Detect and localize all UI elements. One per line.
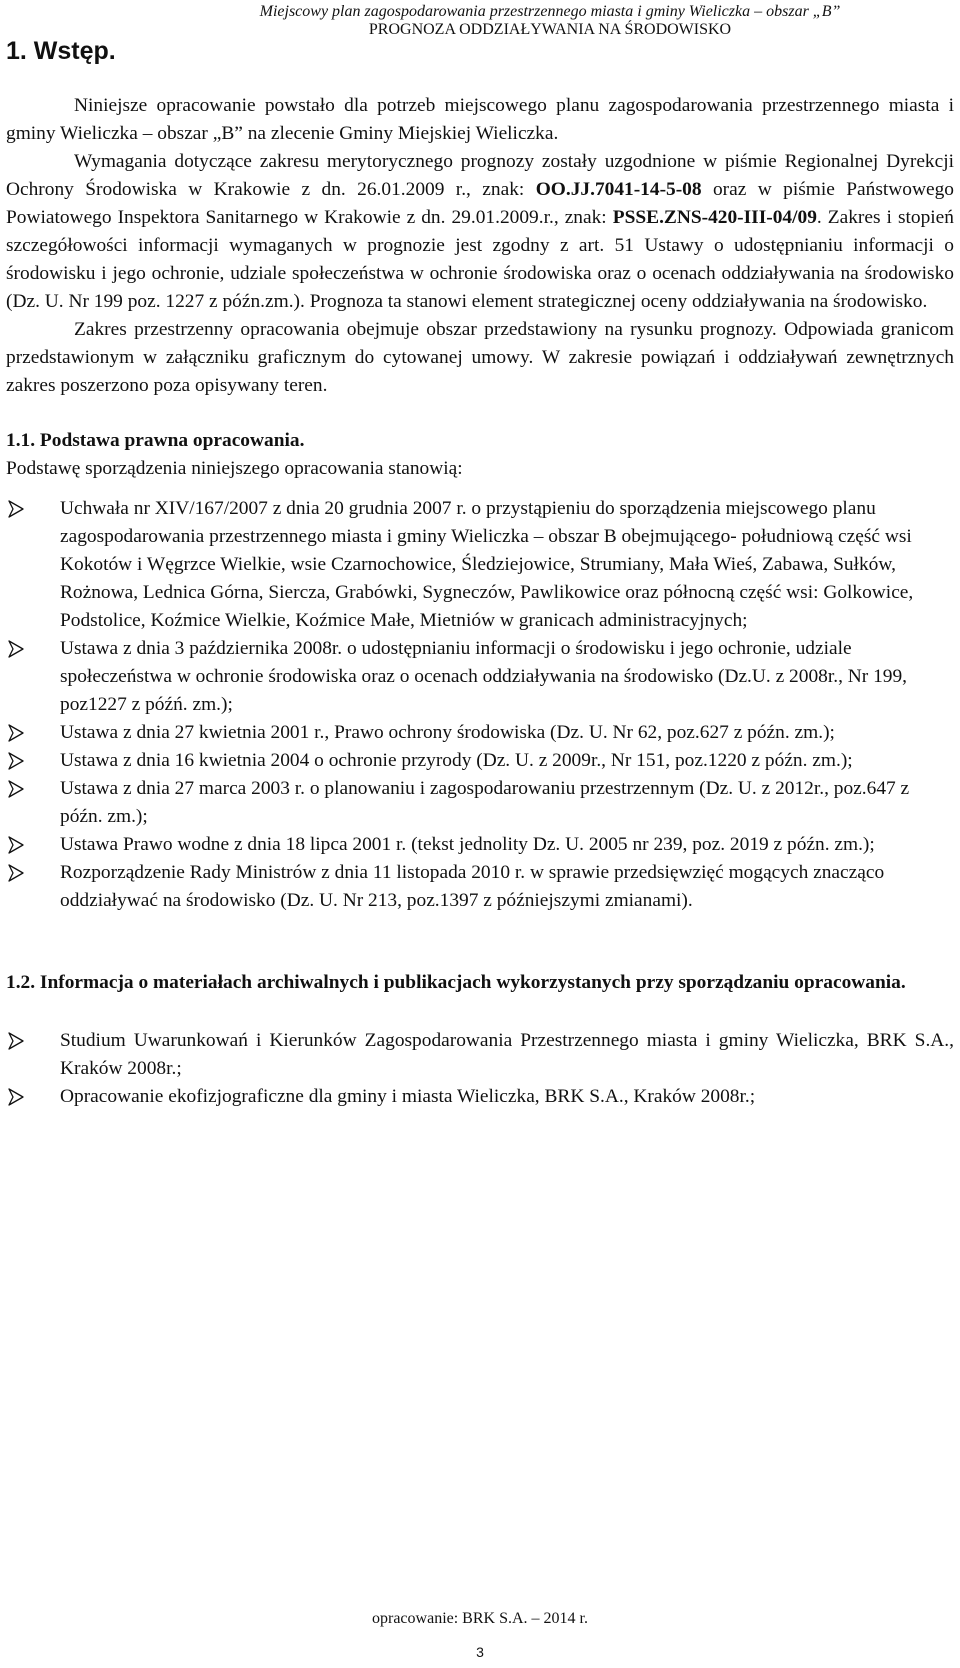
subsection-heading: 1.2. Informacja o materiałach archiwalnych i publikacjach wykorzystanych przy sporządzaniu opracowania. xyxy=(6,972,906,993)
text-run: oraz w piśmie Państwowego Powiatowego Inspektora Sanitarnego w Krakowie z dn. 29.01.2009.r., znak: xyxy=(6,179,954,228)
list-item xyxy=(6,831,954,859)
running-header-title: Miejscowy plan zagospodarowania przestrzennego miasta i gminy Wieliczka – obszar „B” xyxy=(259,3,841,20)
list-item xyxy=(6,495,954,635)
text-run: Wymagania dotyczące zakresu merytorycznego prognozy zostały uzgodnione w piśmie Regionalnej Dyrekcji Ochrony Środowiska w Krakowie z dn. 26.01.2009 r., znak: xyxy=(6,151,954,200)
list-item xyxy=(6,775,954,831)
arrow-bullet-icon xyxy=(6,635,26,663)
arrow-bullet-icon xyxy=(6,831,26,859)
arrow-bullet-icon xyxy=(6,495,26,523)
paragraph: Zakres przestrzenny opracowania obejmuje obszar przedstawiony na rysunku prognozy. Odpowiada granicom przedstawionym w załączniku graficznym do cytowanej umowy. W zakresie powiązań i oddziaływań zewnętrznych zakres poszerzono poza opisywany teren. xyxy=(6,319,954,396)
reference-code: PSSE.ZNS-420-III-04/09 xyxy=(612,207,817,228)
arrow-bullet-icon xyxy=(6,775,26,803)
footer-credit: opracowanie: BRK S.A. – 2014 r. xyxy=(372,1610,588,1627)
list-item xyxy=(6,719,954,747)
legal-basis-list xyxy=(6,495,954,915)
list-item-text: Ustawa z dnia 16 kwietnia 2004 o ochronie przyrody (Dz. U. z 2009r., Nr 151, poz.1220 z późn. zm.); xyxy=(60,750,853,771)
list-item-text: Opracowanie ekofizjograficzne dla gminy i miasta Wieliczka, BRK S.A., Kraków 2008r.; xyxy=(60,1086,756,1107)
page-number: 3 xyxy=(476,1644,484,1660)
paragraph: Podstawę sporządzenia niniejszego opracowania stanowią: xyxy=(6,458,463,479)
paragraph: Niniejsze opracowanie powstało dla potrzeb miejscowego planu zagospodarowania przestrzennego miasta i gminy Wieliczka – obszar „B” na zlecenie Gminy Miejskiej Wieliczka. xyxy=(6,95,954,144)
list-item xyxy=(6,1083,954,1111)
paragraph xyxy=(6,148,954,316)
subsection-heading: 1.1. Podstawa prawna opracowania. xyxy=(6,430,305,451)
list-item-text: Ustawa Prawo wodne z dnia 18 lipca 2001 r. (tekst jednolity Dz. U. 2005 nr 239, poz. 2019 z późn. zm.); xyxy=(60,834,875,855)
arrow-bullet-icon xyxy=(6,1027,26,1055)
list-item-text: Studium Uwarunkowań i Kierunków Zagospodarowania Przestrzennego miasta i gminy Wieliczka, BRK S.A., Kraków 2008r.; xyxy=(60,1030,954,1079)
list-item xyxy=(6,747,954,775)
list-item-text: Ustawa z dnia 3 października 2008r. o udostępnianiu informacji o środowisku i jego ochronie, udziale społeczeństwa w ochronie środowiska oraz o ocenach oddziaływania na środowisko (Dz.U. z 2008r., Nr 199, poz1227 z późń. zm.); xyxy=(60,638,908,715)
section-heading: 1. Wstęp. xyxy=(6,37,116,65)
list-item xyxy=(6,1027,954,1083)
arrow-bullet-icon xyxy=(6,859,26,887)
list-item xyxy=(6,635,954,719)
running-header-subtitle: PROGNOZA ODDZIAŁYWANIA NA ŚRODOWISKO xyxy=(368,21,732,38)
reference-code: OO.JJ.7041-14-5-08 xyxy=(535,179,702,200)
list-item-text: Ustawa z dnia 27 kwietnia 2001 r., Prawo ochrony środowiska (Dz. U. Nr 62, poz.627 z późn. zm.); xyxy=(60,722,835,743)
list-item-text: Rozporządzenie Rady Ministrów z dnia 11 listopada 2010 r. w sprawie przedsięwzięć mogących znacząco oddziaływać na środowisko (Dz. U. Nr 213, poz.1397 z późniejszymi zmianami). xyxy=(60,862,885,911)
text-run: . Zakres i stopień szczegółowości informacji wymaganych w prognozie jest zgodny z art. 51 Ustawy o udostępnianiu informacji o środowisku i jego ochronie, udziale społeczeństwa w ochronie środowiska oraz o ocenach oddziaływania na środowisko (Dz. U. Nr 199 poz. 1227 z późn.zm.). Prognoza ta stanowi element strategicznej oceny oddziaływania na środowisko. xyxy=(6,207,954,312)
list-item-text: Ustawa z dnia 27 marca 2003 r. o planowaniu i zagospodarowaniu przestrzennym (Dz. U. z 2012r., poz.647 z późn. zm.); xyxy=(60,778,910,827)
arrow-bullet-icon xyxy=(6,1083,26,1111)
list-item-text: Uchwała nr XIV/167/2007 z dnia 20 grudnia 2007 r. o przystąpieniu do sporządzenia miejscowego planu zagospodarowania przestrzennego miasta i gminy Wieliczka – obszar B obejmującego- południową część wsi Kokotów i Węgrzce Wielkie, wsie Czarnochowice, Śledziejowice, Strumiany, Mała Wieś, Zabawa, Sułków, Rożnowa, Lednica Górna, Siercza, Grabówki, Sygneczów, Pawlikowice oraz północną część wsi: Golkowice, Podstolice, Koźmice Wielkie, Koźmice Małe, Mietniów w granicach administracyjnych; xyxy=(60,498,914,631)
materials-list xyxy=(6,1027,954,1111)
document-body xyxy=(6,92,954,1111)
arrow-bullet-icon xyxy=(6,747,26,775)
arrow-bullet-icon xyxy=(6,719,26,747)
list-item xyxy=(6,859,954,915)
